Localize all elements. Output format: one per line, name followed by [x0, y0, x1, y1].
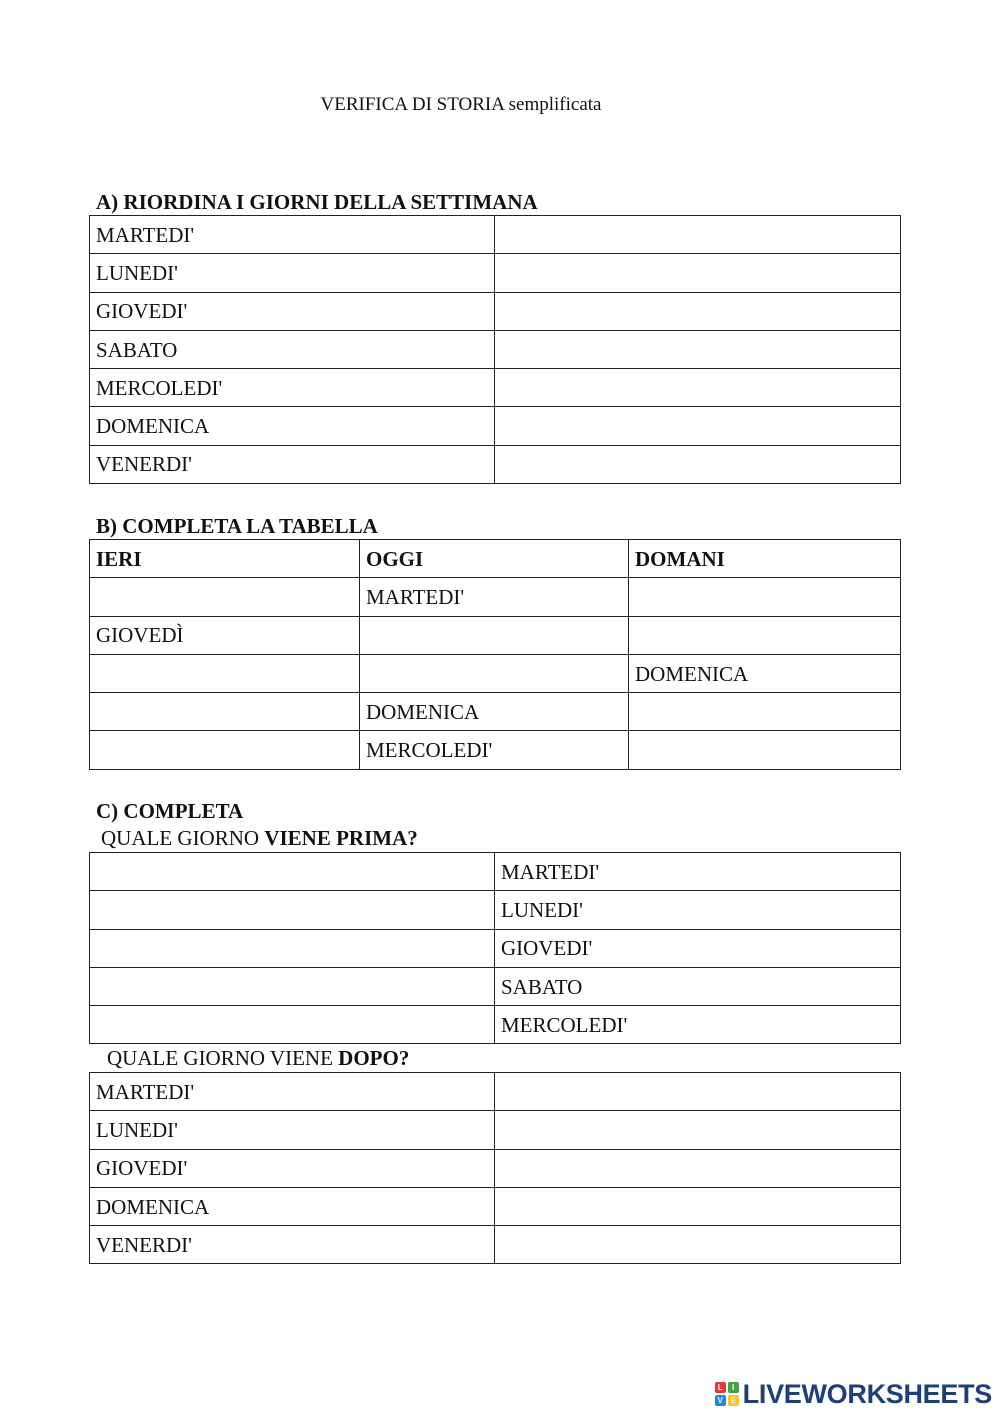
table-row: [90, 216, 901, 254]
table-row: [90, 1006, 901, 1044]
oggi-cell: MARTEDI': [360, 578, 629, 616]
answer-cell[interactable]: [495, 292, 901, 330]
day-cell: LUNEDI': [90, 254, 495, 292]
answer-cell[interactable]: [90, 929, 495, 967]
answer-cell[interactable]: [90, 853, 495, 891]
document-title: VERIFICA DI STORIA semplificata: [320, 94, 602, 115]
oggi-cell[interactable]: [360, 654, 629, 692]
day-cell: LUNEDI': [495, 891, 901, 929]
answer-cell[interactable]: [495, 1149, 901, 1187]
table-row: [90, 369, 901, 407]
domani-cell[interactable]: [629, 731, 901, 769]
day-cell: MARTEDI': [495, 853, 901, 891]
section-b-title: B) COMPLETA LA TABELLA: [96, 514, 378, 538]
dopo-question-prefix: QUALE GIORNO VIENE: [107, 1046, 339, 1070]
table-row: [90, 967, 901, 1005]
logo-letter: L: [715, 1382, 726, 1393]
table-row: [90, 693, 901, 731]
answer-cell[interactable]: [495, 1111, 901, 1149]
table-row: [90, 929, 901, 967]
answer-cell[interactable]: [495, 1073, 901, 1111]
day-cell: MARTEDI': [90, 216, 495, 254]
prima-question-emphasis: VIENE PRIMA?: [264, 826, 418, 850]
answer-cell[interactable]: [495, 445, 901, 483]
domani-cell[interactable]: [629, 578, 901, 616]
table-row: [90, 1111, 901, 1149]
section-a-table: [89, 215, 901, 484]
day-cell: VENERDI': [90, 1226, 495, 1264]
day-cell: SABATO: [90, 330, 495, 368]
ieri-cell[interactable]: [90, 693, 360, 731]
day-cell: DOMENICA: [90, 407, 495, 445]
dopo-table: [89, 1072, 901, 1264]
prima-question: [101, 826, 418, 850]
table-row: [90, 1149, 901, 1187]
day-cell: SABATO: [495, 967, 901, 1005]
oggi-cell[interactable]: [360, 616, 629, 654]
day-cell: MARTEDI': [90, 1073, 495, 1111]
answer-cell[interactable]: [495, 216, 901, 254]
ieri-cell[interactable]: [90, 654, 360, 692]
day-cell: LUNEDI': [90, 1111, 495, 1149]
table-row: [90, 1073, 901, 1111]
day-cell: GIOVEDI': [90, 292, 495, 330]
dopo-question: [107, 1046, 409, 1070]
table-row: [90, 578, 901, 616]
answer-cell[interactable]: [495, 254, 901, 292]
header-row: [90, 540, 901, 578]
column-header-oggi: OGGI: [360, 540, 629, 578]
section-a-title: A) RIORDINA I GIORNI DELLA SETTIMANA: [96, 190, 538, 214]
table-row: [90, 330, 901, 368]
answer-cell[interactable]: [495, 369, 901, 407]
oggi-cell: DOMENICA: [360, 693, 629, 731]
table-row: [90, 292, 901, 330]
day-cell: MERCOLEDI': [90, 369, 495, 407]
table-row: [90, 891, 901, 929]
answer-cell[interactable]: [495, 330, 901, 368]
logo-letter: E: [728, 1395, 739, 1406]
prima-table: [89, 852, 901, 1044]
table-row: [90, 1226, 901, 1264]
day-cell: MERCOLEDI': [495, 1006, 901, 1044]
answer-cell[interactable]: [495, 1187, 901, 1225]
day-cell: GIOVEDI': [90, 1149, 495, 1187]
answer-cell[interactable]: [90, 1006, 495, 1044]
ieri-cell[interactable]: [90, 731, 360, 769]
table-row: [90, 254, 901, 292]
table-row: [90, 407, 901, 445]
logo-icon: [715, 1382, 739, 1406]
liveworksheets-logo[interactable]: [715, 1377, 992, 1411]
table-row: [90, 445, 901, 483]
logo-letter: I: [728, 1382, 739, 1393]
table-row: [90, 731, 901, 769]
ieri-cell: GIOVEDÌ: [90, 616, 360, 654]
column-header-domani: DOMANI: [629, 540, 901, 578]
day-cell: VENERDI': [90, 445, 495, 483]
table-row: [90, 853, 901, 891]
table-row: [90, 1187, 901, 1225]
table-row: [90, 654, 901, 692]
section-c-title: C) COMPLETA: [96, 799, 244, 823]
answer-cell[interactable]: [495, 407, 901, 445]
dopo-question-emphasis: DOPO?: [338, 1046, 410, 1070]
day-cell: GIOVEDI': [495, 929, 901, 967]
answer-cell[interactable]: [495, 1226, 901, 1264]
logo-text: LIVEWORKSHEETS: [742, 1378, 992, 1409]
oggi-cell: MERCOLEDI': [360, 731, 629, 769]
table-row: [90, 616, 901, 654]
prima-question-prefix: QUALE GIORNO: [101, 826, 265, 850]
section-b-table: [89, 539, 901, 770]
logo-letter: V: [715, 1395, 726, 1406]
day-cell: DOMENICA: [90, 1187, 495, 1225]
column-header-ieri: IERI: [90, 540, 360, 578]
answer-cell[interactable]: [90, 967, 495, 1005]
domani-cell: DOMENICA: [629, 654, 901, 692]
ieri-cell[interactable]: [90, 578, 360, 616]
domani-cell[interactable]: [629, 616, 901, 654]
domani-cell[interactable]: [629, 693, 901, 731]
answer-cell[interactable]: [90, 891, 495, 929]
